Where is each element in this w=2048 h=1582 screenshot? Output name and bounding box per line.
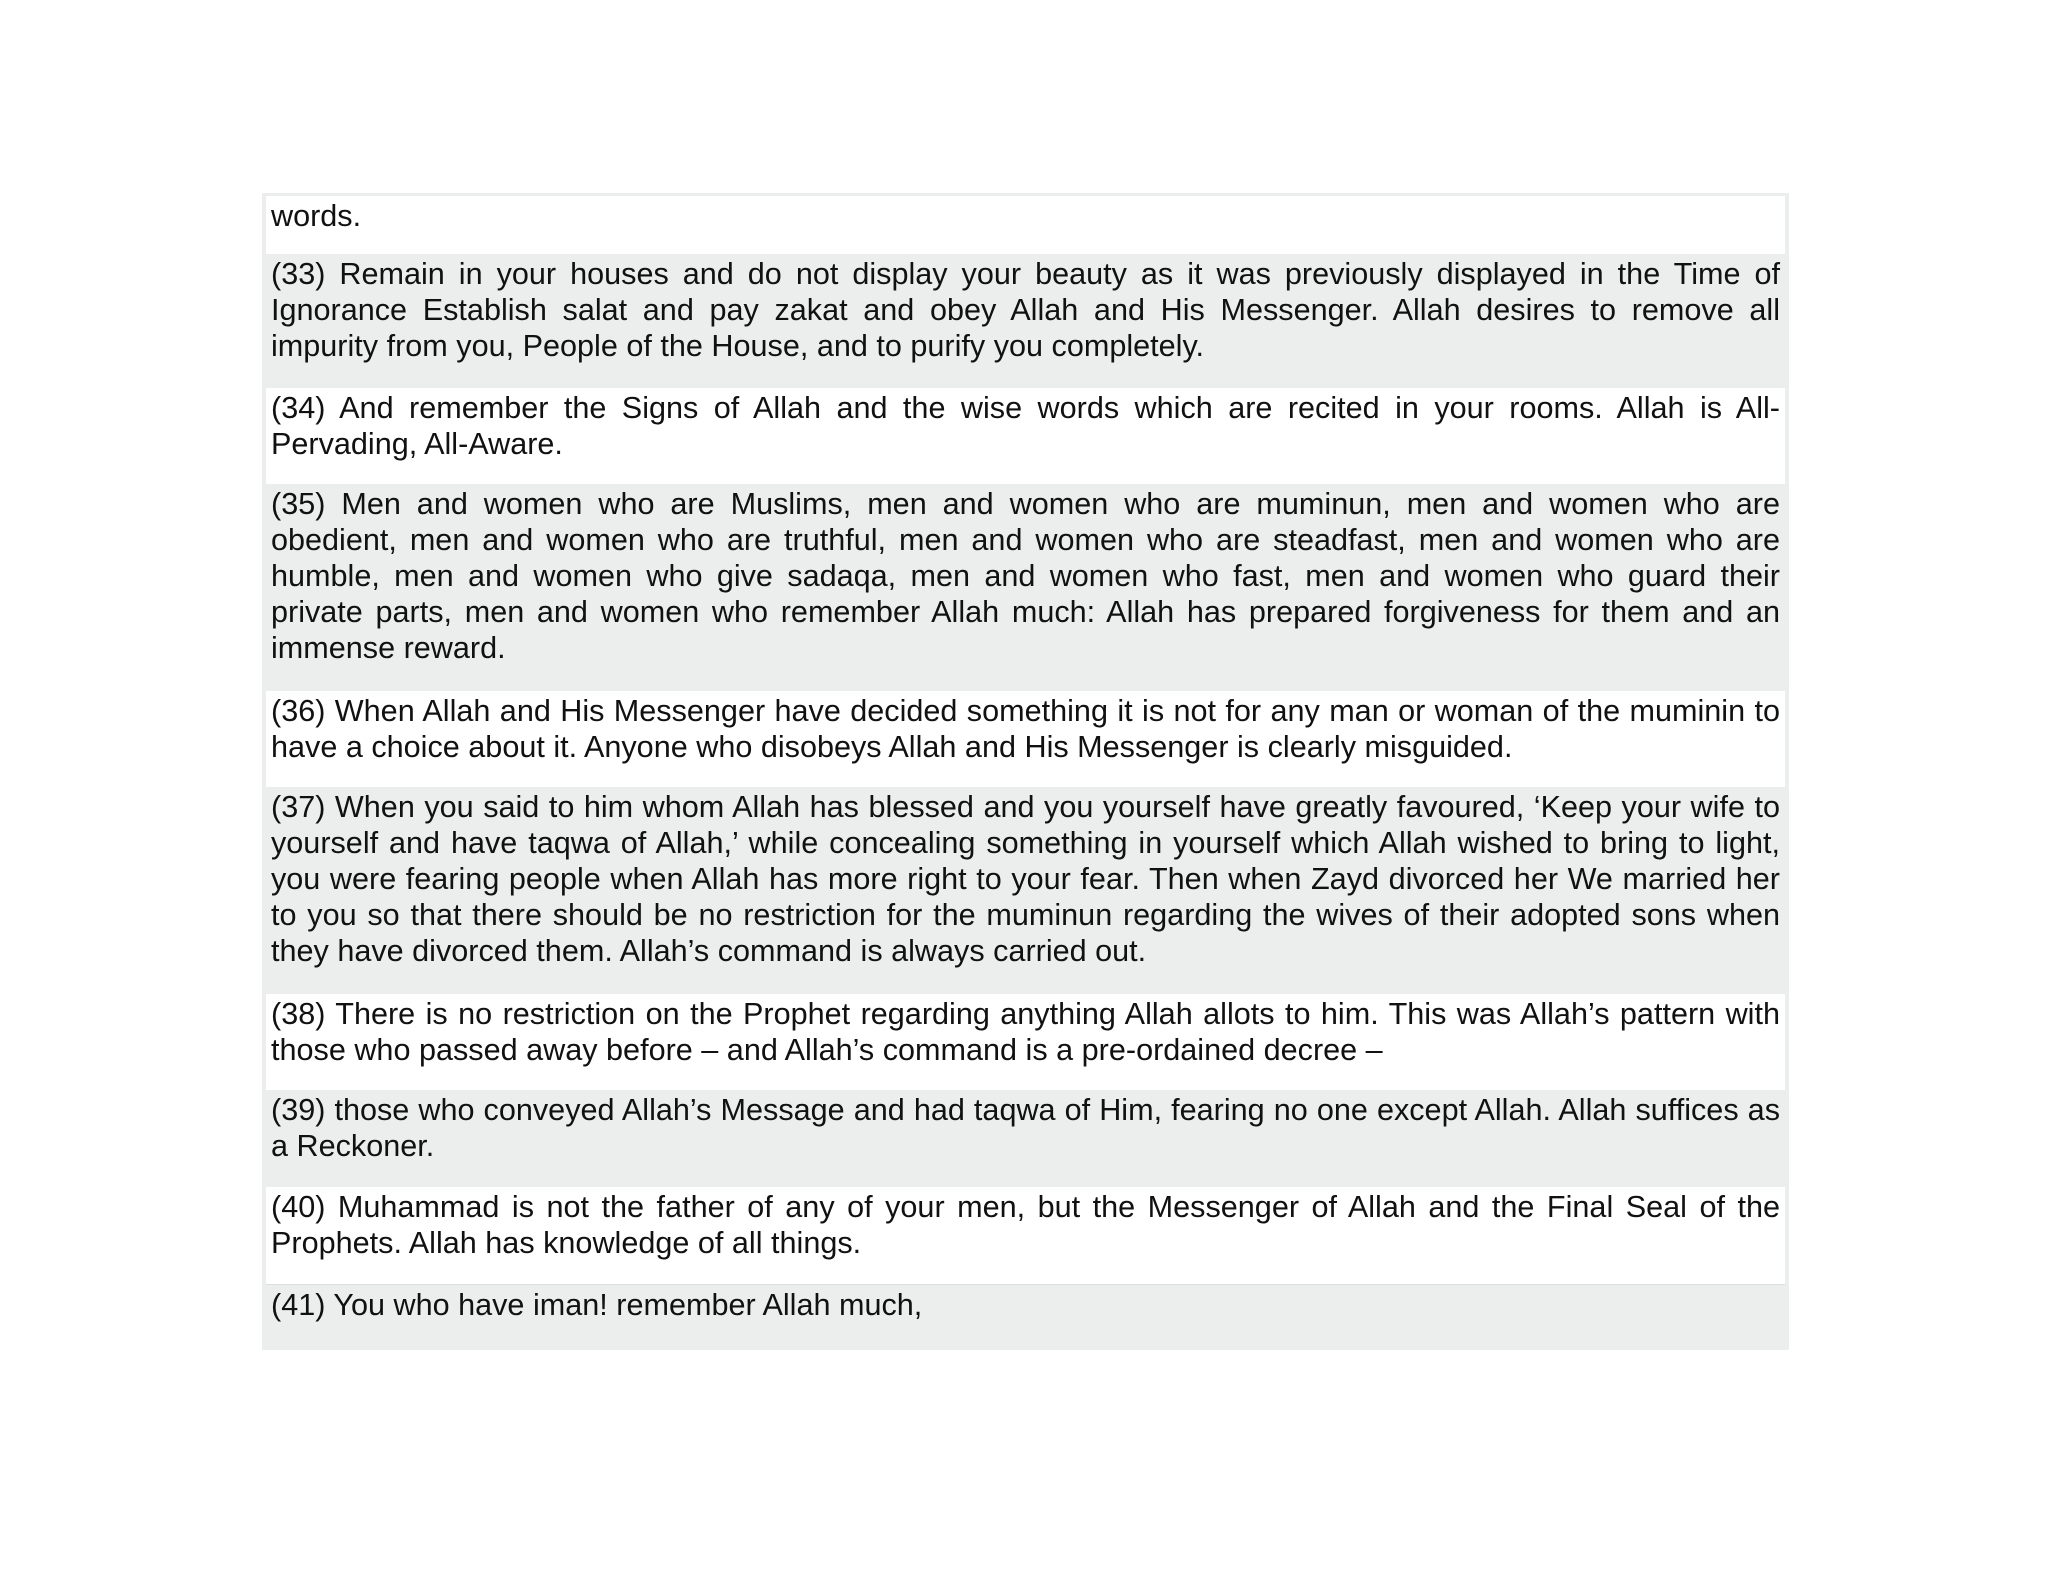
verse-row (266, 1284, 1785, 1346)
verse-text: (37) When you said to him whom Allah has blessed and you yourself have greatly favoured, ‘Keep your wife to yourself and have taqwa of Allah,’ while concealing something in yourself which Allah wished to bring to light, you were fearing people when Allah has more right to your fear. Then when Zayd divorced her We married her to you so that there should be no restriction for the muminun regarding the wives of their adopted sons when they have divorced them. Allah’s command is always carried out. (271, 790, 1780, 968)
verse-row (266, 388, 1785, 484)
verse-table (262, 193, 1789, 1350)
verse-text: (39) those who conveyed Allah’s Message and had taqwa of Him, fearing no one except Allah. Allah suffices as a Reckoner. (271, 1093, 1780, 1163)
verse-row (266, 691, 1785, 787)
verse-row (266, 254, 1785, 388)
verse-text: (38) There is no restriction on the Prophet regarding anything Allah allots to him. This was Allah’s pattern with those who passed away before – and Allah’s command is a pre-ordained decree – (271, 997, 1780, 1067)
verse-text: (35) Men and women who are Muslims, men and women who are muminun, men and women who are obedient, men and women who are truthful, men and women who are steadfast, men and women who are humble, men and women who give sadaqa, men and women who fast, men and women who guard their private parts, men and women who remember Allah much: Allah has prepared forgiveness for them and an immense reward. (271, 487, 1780, 665)
verse-row (266, 994, 1785, 1090)
verse-text: (36) When Allah and His Messenger have decided something it is not for any man or woman of the muminin to have a choice about it. Anyone who disobeys Allah and His Messenger is clearly misguided. (271, 694, 1780, 764)
verse-text: words. (271, 199, 362, 233)
verse-text: (34) And remember the Signs of Allah and the wise words which are recited in your rooms. Allah is All-Pervading, All-Aware. (271, 391, 1780, 461)
verse-text: (41) You who have iman! remember Allah much, (271, 1288, 923, 1322)
verse-text: (33) Remain in your houses and do not display your beauty as it was previously displayed in the Time of Ignorance Establish salat and pay zakat and obey Allah and His Messenger. Allah desires to remove all impurity from you, People of the House, and to purify you completely. (271, 257, 1780, 363)
verse-row (266, 484, 1785, 691)
verse-row (266, 196, 1785, 254)
verse-row (266, 1090, 1785, 1187)
verse-text: (40) Muhammad is not the father of any of your men, but the Messenger of Allah and the Final Seal of the Prophets. Allah has knowledge of all things. (271, 1190, 1780, 1260)
verse-row (266, 787, 1785, 994)
verse-row (266, 1187, 1785, 1284)
